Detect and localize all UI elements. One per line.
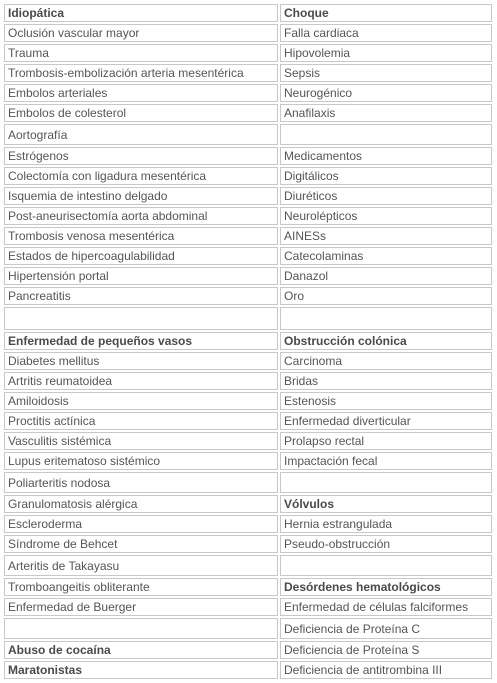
cause-cell-left: Trauma [4,44,278,62]
table-row [4,412,492,430]
causes-table-body [4,4,492,679]
cause-cell-right [280,555,492,576]
cause-cell-right: Pseudo-obstrucción [280,535,492,553]
table-row [4,24,492,42]
cause-cell-left: Enfermedad de Buerger [4,598,278,616]
cause-cell-left: Poliarteritis nodosa [4,472,278,493]
cause-cell-right: Impactación fecal [280,452,492,470]
table-row [4,392,492,410]
cause-cell-right: AINESs [280,227,492,245]
table-row [4,44,492,62]
table-row [4,352,492,370]
table-row [4,515,492,533]
cause-cell-right: Medicamentos [280,147,492,165]
table-row [4,618,492,639]
cause-cell-left: Estrógenos [4,147,278,165]
cause-cell-right [280,307,492,330]
table-row [4,472,492,493]
cause-cell-right: Danazol [280,267,492,285]
causes-table [2,2,494,681]
category-heading-right: Vólvulos [280,495,492,513]
cause-cell-left: Pancreatitis [4,287,278,305]
table-row [4,287,492,305]
cause-cell-left: Proctitis actínica [4,412,278,430]
cause-cell-left: Síndrome de Behcet [4,535,278,553]
cause-cell-left: Isquemia de intestino delgado [4,187,278,205]
cause-cell-right: Estenosis [280,392,492,410]
category-heading-left: Idiopática [4,4,278,22]
cause-cell-left: Arteritis de Takayasu [4,555,278,576]
table-row [4,555,492,576]
cause-cell-right: Hipovolemia [280,44,492,62]
cause-cell-right [280,124,492,145]
cause-cell-left: Vasculitis sistémica [4,432,278,450]
category-heading-left: Maratonistas [4,661,278,679]
cause-cell-right: Deficiencia de antitrombina III [280,661,492,679]
cause-cell-right: Catecolaminas [280,247,492,265]
cause-cell-left: Trombosis venosa mesentérica [4,227,278,245]
cause-cell-left: Escleroderma [4,515,278,533]
cause-cell-right: Digitálicos [280,167,492,185]
cause-cell-left: Colectomía con ligadura mesentérica [4,167,278,185]
cause-cell-left: Post-aneurisectomía aorta abdominal [4,207,278,225]
cause-cell-left [4,307,278,330]
cause-cell-left: Tromboangeitis obliterante [4,578,278,596]
cause-cell-left: Trombosis-embolización arteria mesentérica [4,64,278,82]
table-row [4,307,492,330]
table-row [4,432,492,450]
table-row [4,332,492,350]
cause-cell-left: Aortografía [4,124,278,145]
table-row [4,104,492,122]
cause-cell-left: Estados de hipercoagulabilidad [4,247,278,265]
cause-cell-right: Falla cardiaca [280,24,492,42]
cause-cell-left: Amiloidosis [4,392,278,410]
cause-cell-right: Sepsis [280,64,492,82]
cause-cell-left: Lupus eritematoso sistémico [4,452,278,470]
table-row [4,207,492,225]
table-row [4,187,492,205]
cause-cell-right: Bridas [280,372,492,390]
cause-cell-left: Embolos arteriales [4,84,278,102]
table-row [4,578,492,596]
table-row [4,147,492,165]
table-row [4,495,492,513]
cause-cell-right [280,472,492,493]
cause-cell-right: Carcinoma [280,352,492,370]
table-row [4,598,492,616]
cause-cell-right: Neurogénico [280,84,492,102]
cause-cell-left: Oclusión vascular mayor [4,24,278,42]
cause-cell-left: Hipertensión portal [4,267,278,285]
cause-cell-left: Diabetes mellitus [4,352,278,370]
cause-cell-right: Diuréticos [280,187,492,205]
cause-cell-right: Oro [280,287,492,305]
cause-cell-left: Granulomatosis alérgica [4,495,278,513]
cause-cell-right: Hernia estrangulada [280,515,492,533]
cause-cell-right: Neurolépticos [280,207,492,225]
cause-cell-left: Artritis reumatoidea [4,372,278,390]
table-row [4,267,492,285]
table-row [4,535,492,553]
category-heading-right: Desórdenes hematológicos [280,578,492,596]
category-heading-right: Choque [280,4,492,22]
cause-cell-left: Embolos de colesterol [4,104,278,122]
cause-cell-right: Prolapso rectal [280,432,492,450]
table-row [4,641,492,659]
table-row [4,167,492,185]
category-heading-left: Enfermedad de pequeños vasos [4,332,278,350]
table-row [4,372,492,390]
table-row [4,227,492,245]
table-row [4,247,492,265]
category-heading-left: Abuso de cocaína [4,641,278,659]
table-row [4,661,492,679]
table-row [4,452,492,470]
cause-cell-right: Anafilaxis [280,104,492,122]
cause-cell-right: Enfermedad diverticular [280,412,492,430]
cause-cell-right: Deficiencia de Proteína C [280,618,492,639]
category-heading-right: Obstrucción colónica [280,332,492,350]
cause-cell-right: Enfermedad de células falciformes [280,598,492,616]
table-row [4,4,492,22]
table-row [4,84,492,102]
cause-cell-right: Deficiencia de Proteína S [280,641,492,659]
cause-cell-left [4,618,278,639]
table-row [4,64,492,82]
table-row [4,124,492,145]
